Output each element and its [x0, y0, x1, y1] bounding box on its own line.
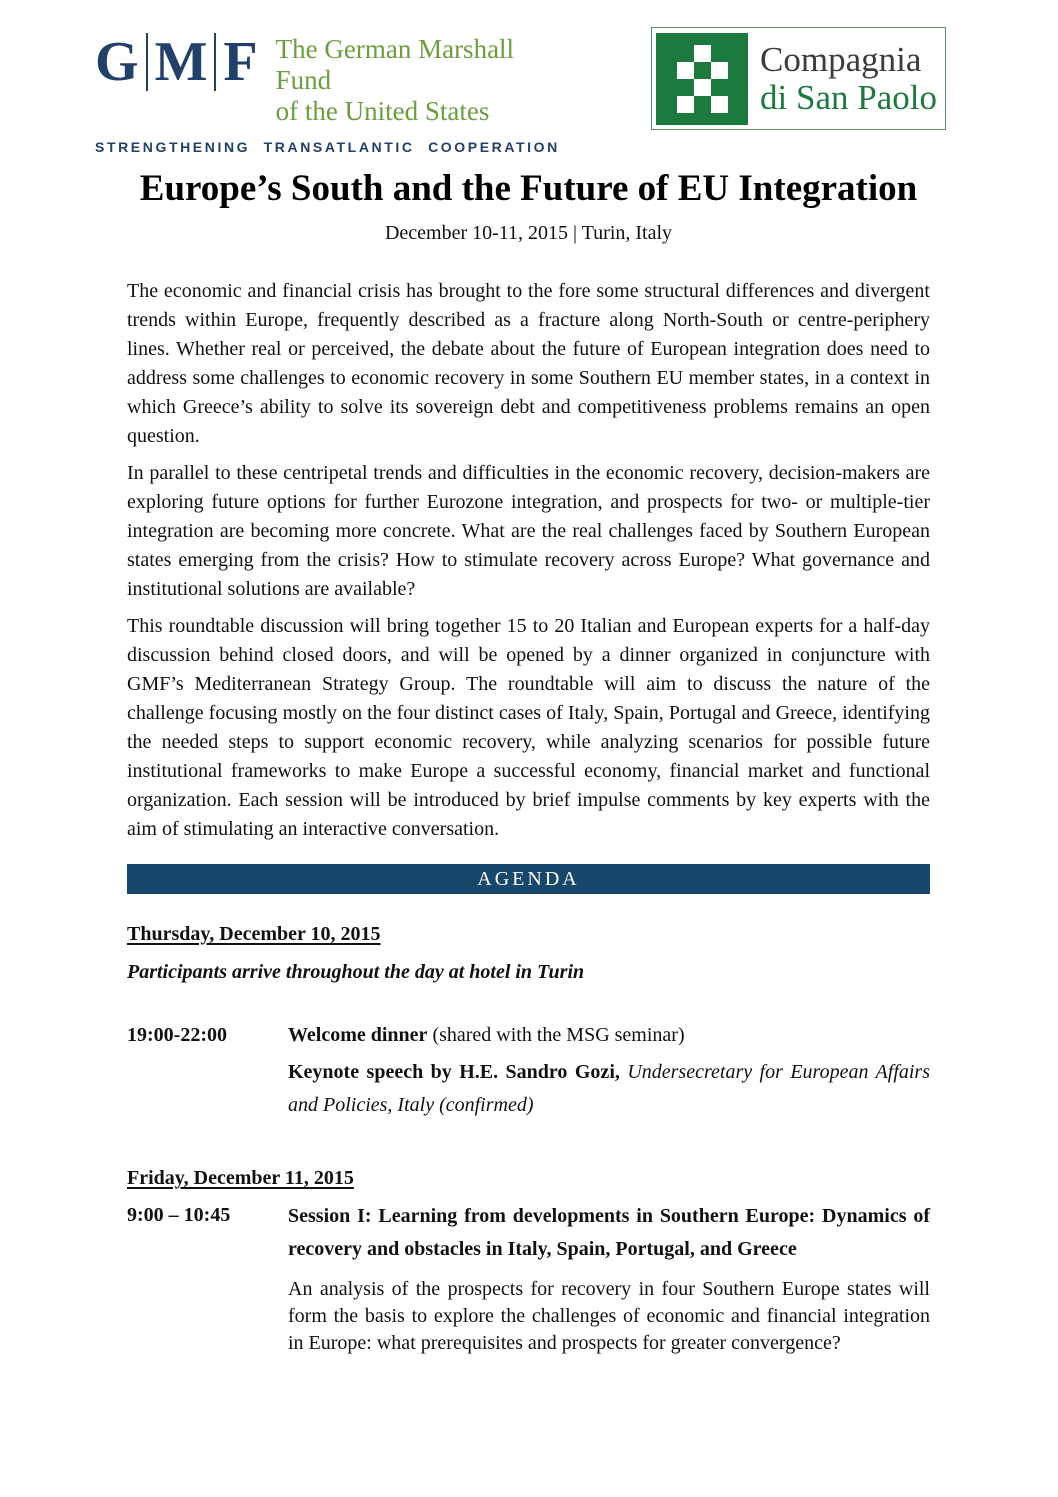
csp-wordmark	[760, 41, 937, 117]
agenda-item-time: 19:00-22:00	[127, 1024, 227, 1046]
agenda-item-time: 9:00 – 10:45	[127, 1204, 231, 1226]
csp-wordmark-line2: di San Paolo	[760, 77, 937, 117]
agenda-item-title-line	[288, 1020, 930, 1050]
agenda-section-header: AGENDA	[127, 864, 930, 894]
agenda-item-session-1	[127, 1200, 930, 1357]
keynote-speaker: Keynote speech by H.E. Sandro Gozi,	[288, 1061, 620, 1083]
intro-paragraph: The economic and financial crisis has brought to the fore some structural differences and divergent trends within Europe, frequently described as a fracture along North-South or centre-periphery lines. Whether real or perceived, the debate about the future of European integration does need to address some challenges to economic recovery in some Southern EU member states, in a context in which Greece’s ability to solve its sovereign debt and competitiveness problems remains an open question.	[127, 280, 930, 447]
intro-paragraph: In parallel to these centripetal trends and difficulties in the economic recovery, decision-makers are exploring future options for further Eurozone integration, and prospects for two- or multiple-tier integration are becoming more concrete. What are the real challenges faced by Southern European states emerging from the crisis? How to stimulate recovery across Europe? What governance and institutional solutions are available?	[127, 462, 930, 600]
page-title: Europe’s South and the Future of EU Integration	[139, 168, 918, 209]
agenda-item-title: Welcome dinner	[288, 1024, 428, 1046]
agenda-item-description	[288, 1020, 930, 1122]
event-date-location: December 10-11, 2015 | Turin, Italy	[384, 222, 673, 244]
session-description: An analysis of the prospects for recovery in four Southern Europe states will form the basis to explore the challenges of economic and financial integration in Europe: what prerequisites and prospects for greater convergence?	[288, 1278, 930, 1354]
gmf-letter-g: G	[95, 31, 139, 93]
thursday-note: Participants arrive throughout the day at hotel in Turin	[127, 961, 585, 983]
gmf-letter-m: M	[154, 31, 208, 93]
gmf-logo	[95, 30, 560, 155]
keynote-speaker-role: Undersecretary for European Affairs and Policies, Italy (confirmed)	[288, 1061, 931, 1116]
day-heading-friday: Friday, December 11, 2015	[127, 1167, 354, 1189]
keynote-line	[288, 1056, 930, 1122]
gmf-tagline: STRENGTHENING TRANSATLANTIC COOPERATION	[95, 139, 560, 155]
gmf-letter-f: F	[223, 31, 258, 93]
csp-checkerboard-icon	[677, 45, 728, 113]
agenda-item-title-note: (shared with the MSG seminar)	[432, 1024, 685, 1046]
session-title: Session I: Learning from developments in Southern Europe: Dynamics of recovery and obstacles in Italy, Spain, Portugal, and Greece	[288, 1205, 930, 1260]
gmf-org-line2: of the United States	[275, 96, 490, 126]
gmf-logo-top	[95, 30, 555, 127]
gmf-letters	[95, 30, 258, 94]
csp-wordmark-line1: Compagnia	[760, 39, 922, 79]
csp-green-square	[656, 33, 748, 125]
document-content	[127, 165, 930, 1357]
gmf-org-line1: The German Marshall Fund	[275, 34, 515, 95]
day-heading-thursday: Thursday, December 10, 2015	[127, 923, 381, 945]
compagnia-san-paolo-logo	[651, 27, 946, 130]
gmf-divider-bar	[214, 33, 216, 91]
gmf-org-name	[276, 34, 555, 127]
intro-paragraph: This roundtable discussion will bring together 15 to 20 Italian and European experts for a half-day discussion behind closed doors, and will be opened by a dinner organized in conjuncture with GMF’s Mediterranean Strategy Group. The roundtable will aim to discuss the nature of the challenge focusing mostly on the four distinct cases of Italy, Spain, Portugal and Greece, identifying the needed steps to support economic recovery, while analyzing scenarios for possible future institutional frameworks to make Europe a successful economy, financial market and functional organization. Each session will be introduced by brief impulse comments by key experts with the aim of stimulating an interactive conversation.	[127, 615, 930, 840]
gmf-divider-bar	[146, 33, 148, 91]
agenda-item-welcome-dinner	[127, 1020, 930, 1122]
agenda-item-description	[288, 1200, 930, 1357]
